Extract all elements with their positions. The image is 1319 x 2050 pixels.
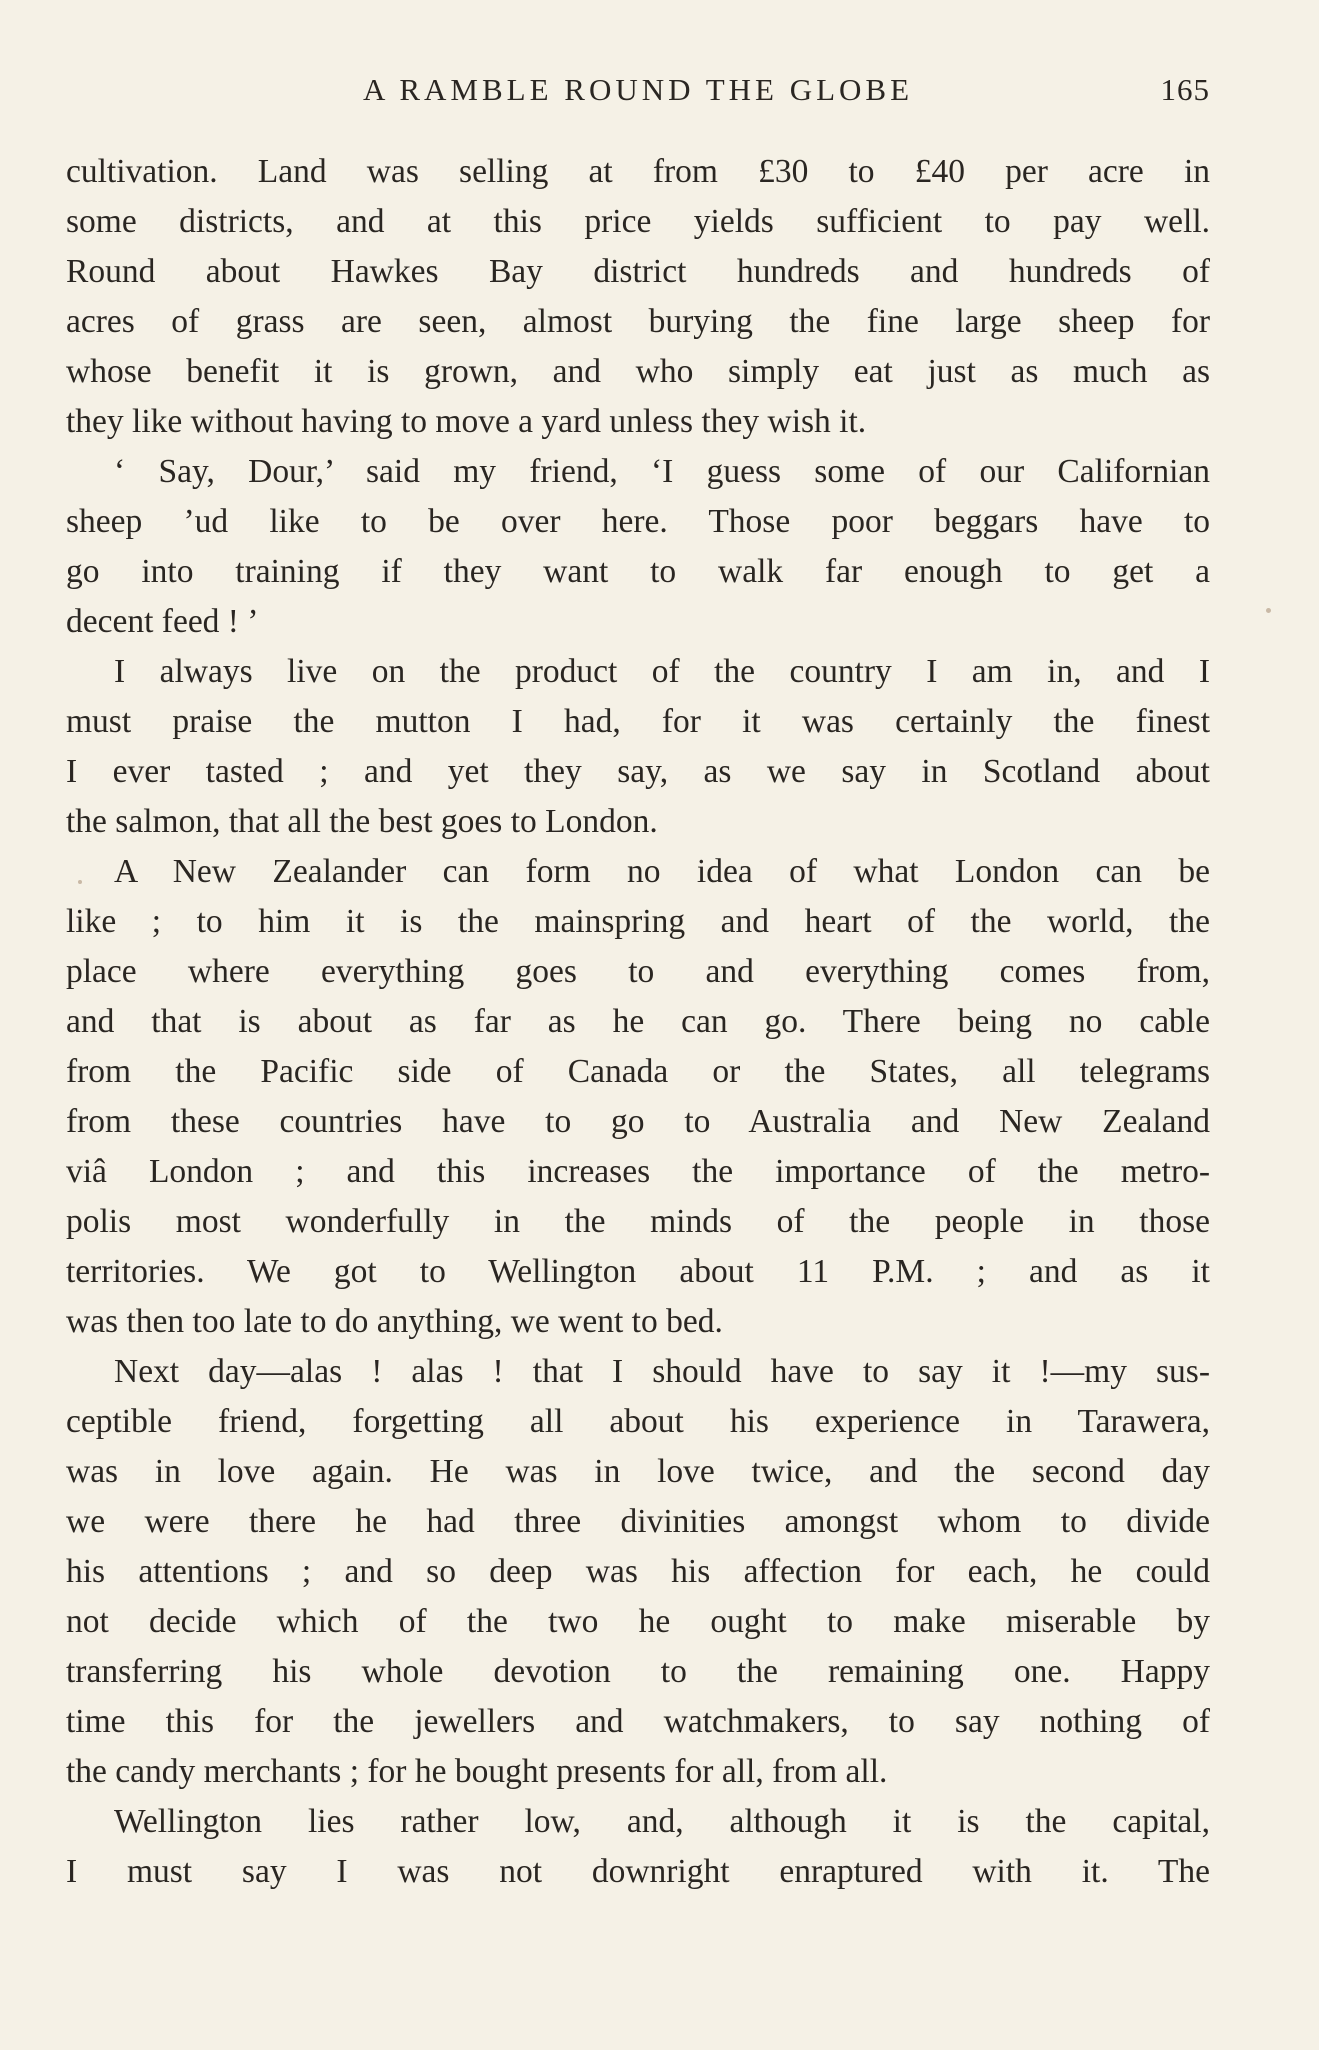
- text-line: viâ London ; and this increases the importance of the metro-: [66, 1153, 1210, 1190]
- paper-fleck: [78, 880, 82, 884]
- text-line: the salmon, that all the best goes to London.: [66, 803, 658, 840]
- text-line: polis most wonderfully in the minds of the people in those: [66, 1203, 1210, 1240]
- text-line: from the Pacific side of Canada or the States, all telegrams: [66, 1053, 1210, 1090]
- text-line: ceptible friend, forgetting all about his experience in Tarawera,: [66, 1403, 1210, 1440]
- text-line: transferring his whole devotion to the remaining one. Happy: [66, 1653, 1210, 1690]
- text-line: Round about Hawkes Bay district hundreds and hundreds of: [66, 253, 1210, 290]
- text-line: not decide which of the two he ought to make miserable by: [66, 1603, 1210, 1640]
- text-line: place where everything goes to and everything comes from,: [66, 953, 1210, 990]
- text-line: acres of grass are seen, almost burying the fine large sheep for: [66, 303, 1210, 340]
- text-line: some districts, and at this price yields sufficient to pay well.: [66, 203, 1210, 240]
- text-line: and that is about as far as he can go. There being no cable: [66, 1003, 1210, 1040]
- text-line: must praise the mutton I had, for it was certainly the finest: [66, 703, 1210, 740]
- text-line: sheep ’ud like to be over here. Those poor beggars have to: [66, 503, 1210, 540]
- paper-fleck: [1266, 608, 1271, 613]
- text-line: was then too late to do anything, we went to bed.: [66, 1303, 723, 1340]
- text-line: from these countries have to go to Australia and New Zealand: [66, 1103, 1210, 1140]
- text-line: I must say I was not downright enraptured with it. The: [66, 1853, 1210, 1890]
- paragraph-first-line: Wellington lies rather low, and, although it is the capital,: [114, 1803, 1210, 1840]
- text-line: territories. We got to Wellington about 11 P.M. ; and as it: [66, 1253, 1210, 1290]
- text-line: decent feed ! ’: [66, 603, 259, 640]
- text-line: whose benefit it is grown, and who simply eat just as much as: [66, 353, 1210, 390]
- text-line: we were there he had three divinities amongst whom to divide: [66, 1503, 1210, 1540]
- text-line: like ; to him it is the mainspring and heart of the world, the: [66, 903, 1210, 940]
- paragraph-first-line: ‘ Say, Dour,’ said my friend, ‘I guess some of our Californian: [114, 453, 1210, 490]
- paragraph-first-line: A New Zealander can form no idea of what London can be: [114, 853, 1210, 890]
- running-title: A RAMBLE ROUND THE GLOBE: [362, 72, 914, 107]
- text-line: time this for the jewellers and watchmakers, to say nothing of: [66, 1703, 1210, 1740]
- text-line: cultivation. Land was selling at from £30 to £40 per acre in: [66, 153, 1210, 190]
- text-line: the candy merchants ; for he bought presents for all, from all.: [66, 1753, 888, 1790]
- text-line: I ever tasted ; and yet they say, as we say in Scotland about: [66, 753, 1210, 790]
- paragraph-first-line: I always live on the product of the country I am in, and I: [114, 653, 1210, 690]
- text-line: was in love again. He was in love twice, and the second day: [66, 1453, 1210, 1490]
- text-line: they like without having to move a yard unless they wish it.: [66, 403, 867, 440]
- body-text: [66, 147, 1210, 1897]
- page-number: 165: [1160, 72, 1210, 107]
- running-head: [66, 72, 1210, 112]
- text-line: go into training if they want to walk far enough to get a: [66, 553, 1210, 590]
- text-line: his attentions ; and so deep was his affection for each, he could: [66, 1553, 1210, 1590]
- paragraph-first-line: Next day—alas ! alas ! that I should have to say it !—my sus-: [114, 1353, 1210, 1390]
